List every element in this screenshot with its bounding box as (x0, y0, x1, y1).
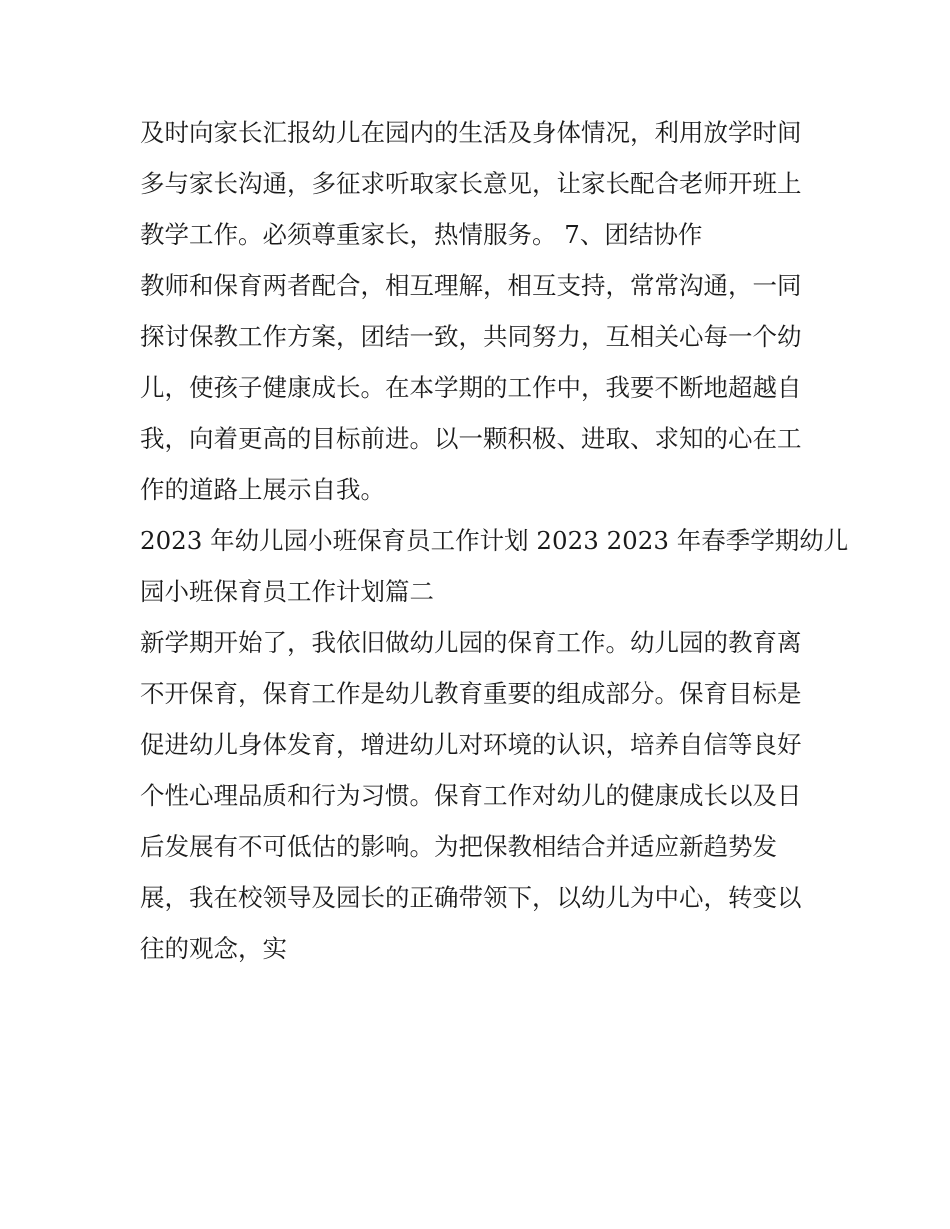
text-line: 作的道路上展示自我。 (140, 475, 385, 504)
section-title-line: 2023 年幼儿园小班保育员工作计划 2023 2023 年春季学期幼儿 (140, 526, 849, 555)
document-body (140, 107, 849, 974)
text-line: 探讨保教工作方案，团结一致，共同努力，互相关心每一个幼 (140, 322, 802, 351)
text-line: 展，我在校领导及园长的正确带领下，以幼儿为中心，转变以 (140, 883, 802, 912)
text-line: 教学工作。必须尊重家长，热情服务。 7、团结协作 (140, 220, 703, 249)
text-line: 个性心理品质和行为习惯。保育工作对幼儿的健康成长以及日 (140, 781, 802, 810)
text-line: 儿，使孩子健康成长。在本学期的工作中，我要不断地超越自 (140, 373, 802, 402)
text-line: 教师和保育两者配合，相互理解，相互支持，常常沟通，一同 (140, 271, 802, 300)
section-title-line: 园小班保育员工作计划篇二 (140, 577, 434, 606)
text-line: 促进幼儿身体发育，增进幼儿对环境的认识，培养自信等良好 (140, 730, 802, 759)
text-line: 多与家长沟通，多征求听取家长意见，让家长配合老师开班上 (140, 169, 802, 198)
text-line: 后发展有不可低估的影响。为把保教相结合并适应新趋势发 (140, 832, 777, 861)
text-line: 不开保育，保育工作是幼儿教育重要的组成部分。保育目标是 (140, 679, 802, 708)
text-line: 我，向着更高的目标前进。以一颗积极、进取、求知的心在工 (140, 424, 802, 453)
text-line: 及时向家长汇报幼儿在园内的生活及身体情况，利用放学时间 (140, 118, 802, 147)
text-line: 往的观念，实 (140, 934, 287, 963)
text-line: 新学期开始了，我依旧做幼儿园的保育工作。幼儿园的教育离 (140, 628, 802, 657)
